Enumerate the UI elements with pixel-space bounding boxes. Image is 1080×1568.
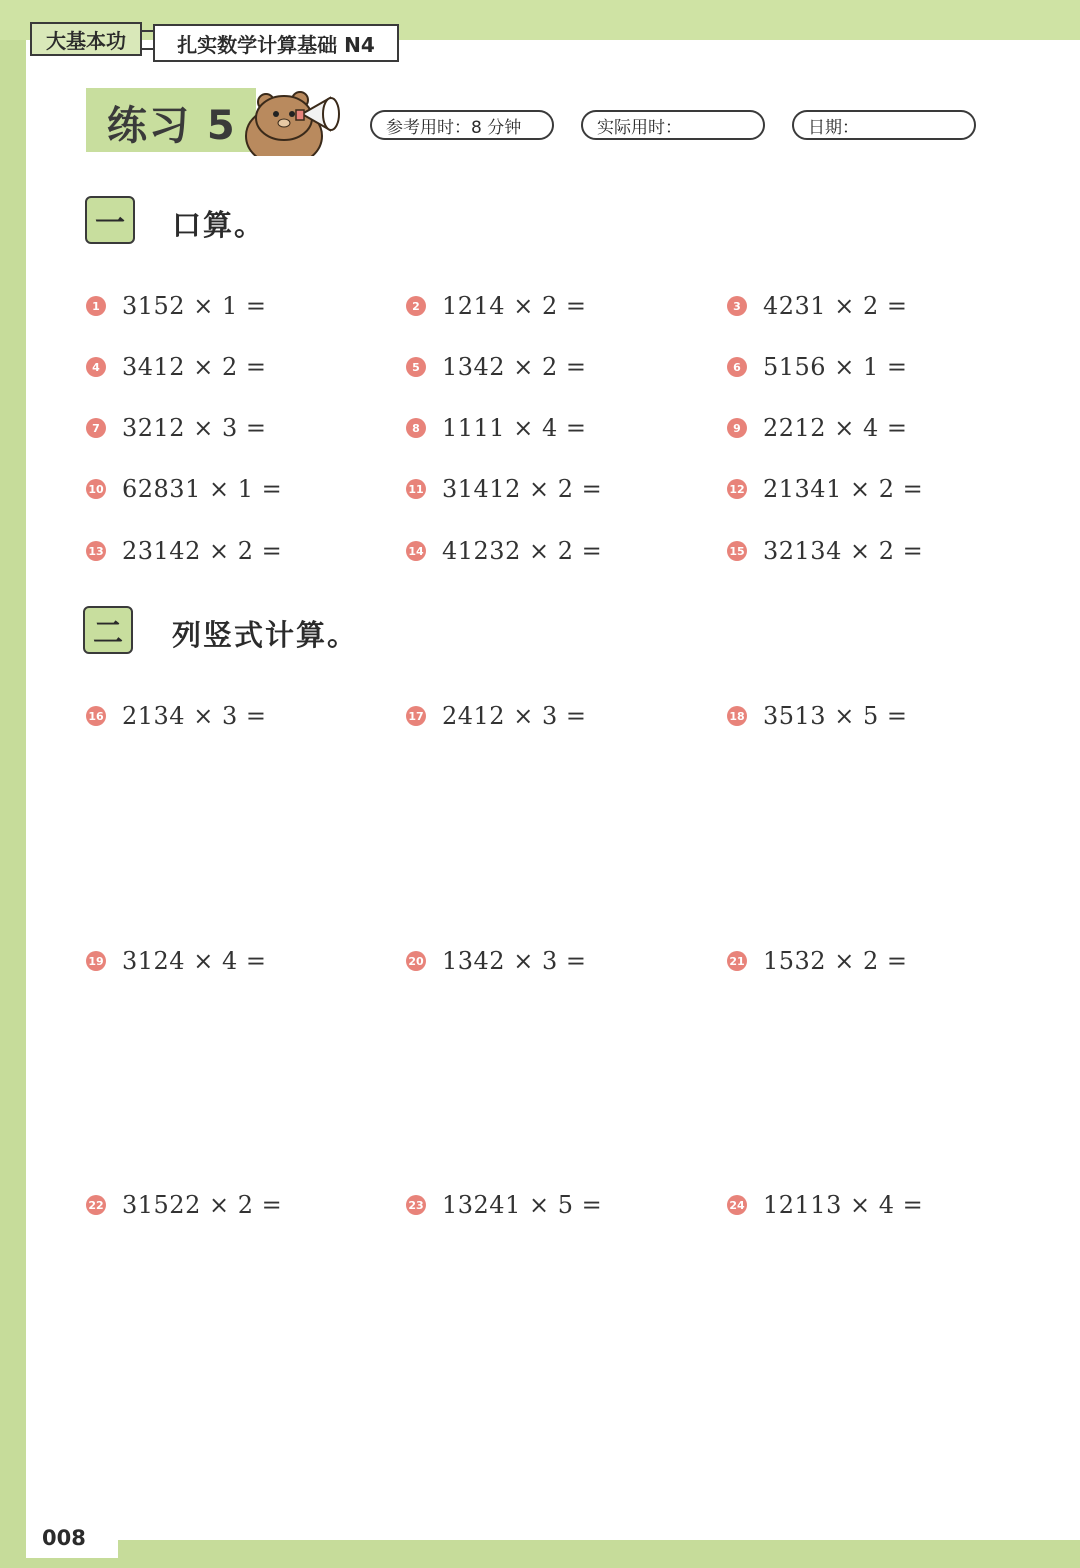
problem-number-badge: 24 xyxy=(727,1195,747,1215)
problem-item xyxy=(406,414,586,442)
problem-expression: 41232 × 2 = xyxy=(442,537,603,565)
problem-number-badge: 21 xyxy=(727,951,747,971)
problem-item xyxy=(406,1191,602,1219)
problem-item xyxy=(86,292,266,320)
reference-time: 参考用时：8 分钟 xyxy=(370,110,554,140)
problem-number-badge: 16 xyxy=(86,706,106,726)
problem-number-badge: 13 xyxy=(86,541,106,561)
section-one-marker: 一 xyxy=(85,196,135,244)
problem-number-badge: 23 xyxy=(406,1195,426,1215)
page-number: 008 xyxy=(26,1518,118,1558)
problem-number-badge: 6 xyxy=(727,357,747,377)
problem-number-badge: 1 xyxy=(86,296,106,316)
problem-expression: 1342 × 3 = xyxy=(442,947,587,975)
problem-item xyxy=(727,353,907,381)
problem-number-badge: 7 xyxy=(86,418,106,438)
problem-number-badge: 11 xyxy=(406,479,426,499)
problem-item xyxy=(406,292,586,320)
problem-number-badge: 18 xyxy=(727,706,747,726)
problem-item xyxy=(86,414,266,442)
problem-number-badge: 8 xyxy=(406,418,426,438)
problem-number-badge: 17 xyxy=(406,706,426,726)
problem-expression: 3513 × 5 = xyxy=(763,702,908,730)
problem-number-badge: 2 xyxy=(406,296,426,316)
date-field[interactable]: 日期： xyxy=(792,110,976,140)
section-two-title: 列竖式计算。 xyxy=(172,618,359,652)
problem-expression: 62831 × 1 = xyxy=(122,475,283,503)
problem-number-badge: 15 xyxy=(727,541,747,561)
problem-expression: 3124 × 4 = xyxy=(122,947,267,975)
problem-item xyxy=(727,947,907,975)
problem-item xyxy=(406,947,586,975)
problem-number-badge: 10 xyxy=(86,479,106,499)
problem-expression: 31412 × 2 = xyxy=(442,475,603,503)
problem-expression: 2134 × 3 = xyxy=(122,702,267,730)
problem-item xyxy=(727,1191,923,1219)
problem-number-badge: 9 xyxy=(727,418,747,438)
problem-expression: 4231 × 2 = xyxy=(763,292,908,320)
problem-item xyxy=(727,292,907,320)
problem-item xyxy=(406,702,586,730)
problem-item xyxy=(86,947,266,975)
problem-expression: 5156 × 1 = xyxy=(763,353,908,381)
problem-number-badge: 12 xyxy=(727,479,747,499)
problem-item xyxy=(727,702,907,730)
bear-megaphone-icon xyxy=(238,84,350,156)
problem-item xyxy=(406,537,602,565)
problem-expression: 1532 × 2 = xyxy=(763,947,908,975)
problem-item xyxy=(86,353,266,381)
problem-number-badge: 3 xyxy=(727,296,747,316)
problem-number-badge: 5 xyxy=(406,357,426,377)
problem-expression: 3412 × 2 = xyxy=(122,353,267,381)
problem-expression: 1214 × 2 = xyxy=(442,292,587,320)
problem-expression: 31522 × 2 = xyxy=(122,1191,283,1219)
problem-item xyxy=(86,1191,282,1219)
book-title-tag: 扎实数学计算基础 N4 xyxy=(153,24,399,62)
problem-expression: 2412 × 3 = xyxy=(442,702,587,730)
section-one-title: 口算。 xyxy=(172,208,266,242)
problem-item xyxy=(406,475,602,503)
problem-number-badge: 14 xyxy=(406,541,426,561)
problem-expression: 3212 × 3 = xyxy=(122,414,267,442)
problem-item xyxy=(406,353,586,381)
worksheet-page xyxy=(26,40,1080,1540)
series-tag: 大基本功 xyxy=(30,22,142,56)
problem-expression: 1342 × 2 = xyxy=(442,353,587,381)
problem-expression: 21341 × 2 = xyxy=(763,475,924,503)
problem-item xyxy=(727,475,923,503)
problem-number-badge: 20 xyxy=(406,951,426,971)
section-two-marker: 二 xyxy=(83,606,133,654)
problem-item xyxy=(86,537,282,565)
exercise-title: 练习 5 xyxy=(107,103,237,149)
problem-expression: 12113 × 4 = xyxy=(763,1191,924,1219)
actual-time-field[interactable]: 实际用时： xyxy=(581,110,765,140)
problem-number-badge: 22 xyxy=(86,1195,106,1215)
problem-number-badge: 4 xyxy=(86,357,106,377)
problem-expression: 1111 × 4 = xyxy=(442,414,587,442)
problem-expression: 2212 × 4 = xyxy=(763,414,908,442)
problem-expression: 13241 × 5 = xyxy=(442,1191,603,1219)
problem-expression: 23142 × 2 = xyxy=(122,537,283,565)
problem-item xyxy=(86,702,266,730)
problem-expression: 32134 × 2 = xyxy=(763,537,924,565)
problem-item xyxy=(727,537,923,565)
problem-item xyxy=(727,414,907,442)
problem-item xyxy=(86,475,282,503)
problem-expression: 3152 × 1 = xyxy=(122,292,267,320)
problem-number-badge: 19 xyxy=(86,951,106,971)
